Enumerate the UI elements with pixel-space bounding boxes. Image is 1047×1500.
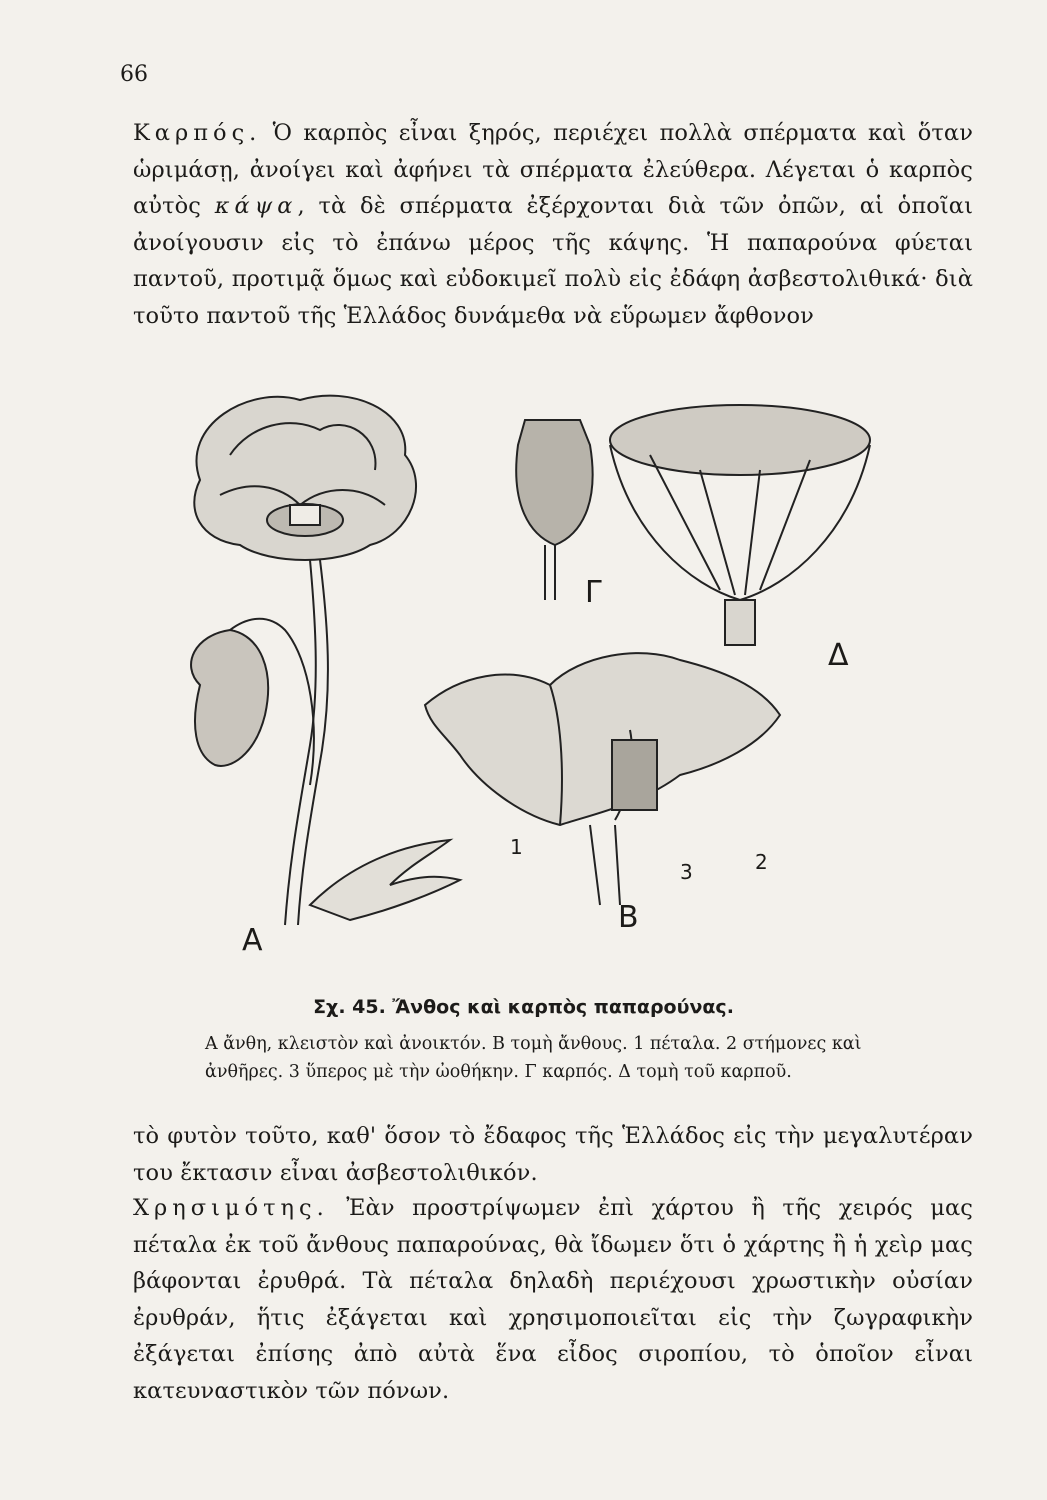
paragraph-usefulness bbox=[133, 1190, 973, 1409]
label-g: Γ bbox=[585, 575, 602, 610]
figure-caption-body: Α ἄνθη, κλειστὸν καὶ ἀνοικτόν. Β τομὴ ἄνθους. 1 πέταλα. 2 στήμονες καὶ ἀνθῆρες. 3 ὕπερος μὲ τὴν ὠοθήκην. Γ καρπός. Δ τομὴ τοῦ καρποῦ. bbox=[205, 1034, 862, 1082]
poppy-illustration bbox=[160, 385, 880, 965]
capsule-section-drawing bbox=[610, 405, 870, 645]
label-a: Α bbox=[242, 923, 263, 958]
label-3: 3 bbox=[680, 860, 693, 884]
leaf-drawing bbox=[310, 840, 460, 920]
paragraph-lead-word: Χρησιμότης. bbox=[133, 1195, 329, 1221]
poppy-drawing bbox=[160, 385, 880, 965]
page-number: 66 bbox=[120, 62, 148, 87]
paragraph-soil: τὸ φυτὸν τοῦτο, καθ' ὅσον τὸ ἔδαφος τῆς Ἑλλάδος εἰς τὴν μεγαλυτέραν του ἔκτασιν εἶναι ἀσβεστολιθικόν. bbox=[133, 1123, 973, 1186]
paragraph-lead-word: Καρπός. bbox=[133, 120, 262, 146]
emphasized-word: κάψα bbox=[214, 193, 298, 219]
label-b: Β bbox=[618, 900, 639, 935]
closed-bud-drawing bbox=[191, 619, 314, 785]
paragraph-text: Ἐὰν προστρίψωμεν ἐπὶ χάρτου ἢ τῆς χειρός μας πέταλα ἐκ τοῦ ἄνθους παπαρούνας, θὰ ἴδωμεν ὅτι ὁ χάρτης ἢ ἡ χεὶρ μας βάφονται ἐρυθρά. Τὰ πέταλα δηλαδὴ περιέχουσι χρωστικὴν οὐσίαν ἐρυθράν, ἥτις ἐξάγεται καὶ χρησιμοποιεῖται εἰς τὴν ζωγραφικὴν ἐξάγεται ἐπίσης ἀπὸ αὐτὰ ἕνα εἶδος σιροπίου, τὸ ὁποῖον εἶναι κατευναστικὸν τῶν πόνων. bbox=[133, 1195, 973, 1404]
paragraph-text: Ὁ καρπὸς εἶναι ξηρός, περιέχει πολλὰ σπέρματα καὶ ὅταν ὡριμάσῃ, ἀνοίγει καὶ ἀφήνει τὰ σπέρματα ἐλεύθερα. Λέγεται ὁ καρπὸς αὐτὸς bbox=[133, 120, 973, 219]
capsule-drawing bbox=[516, 420, 592, 600]
label-2: 2 bbox=[755, 850, 768, 874]
figure-caption-title: Σχ. 45. Ἄνθος καὶ καρπὸς παπαρούνας. bbox=[313, 996, 734, 1018]
paragraph-fruit bbox=[133, 115, 973, 334]
label-1: 1 bbox=[510, 835, 523, 859]
paragraph-text-continued: , τὰ δὲ σπέρματα ἐξέρχονται διὰ τῶν ὀπῶν, αἱ ὁποῖαι ἀνοίγουσιν εἰς τὸ ἐπάνω μέρος τῆς κάψης. Ἡ παπαρούνα φύεται παντοῦ, προτιμᾷ ὅμως καὶ εὐδοκιμεῖ πολὺ εἰς ἐδάφη ἀσβεστολιθικά· διὰ τοῦτο παντοῦ τῆς Ἑλλάδος δυνάμεθα νὰ εὕρωμεν ἄφθονον bbox=[133, 193, 973, 329]
label-d: Δ bbox=[828, 638, 849, 673]
flower-section-drawing bbox=[425, 653, 780, 905]
